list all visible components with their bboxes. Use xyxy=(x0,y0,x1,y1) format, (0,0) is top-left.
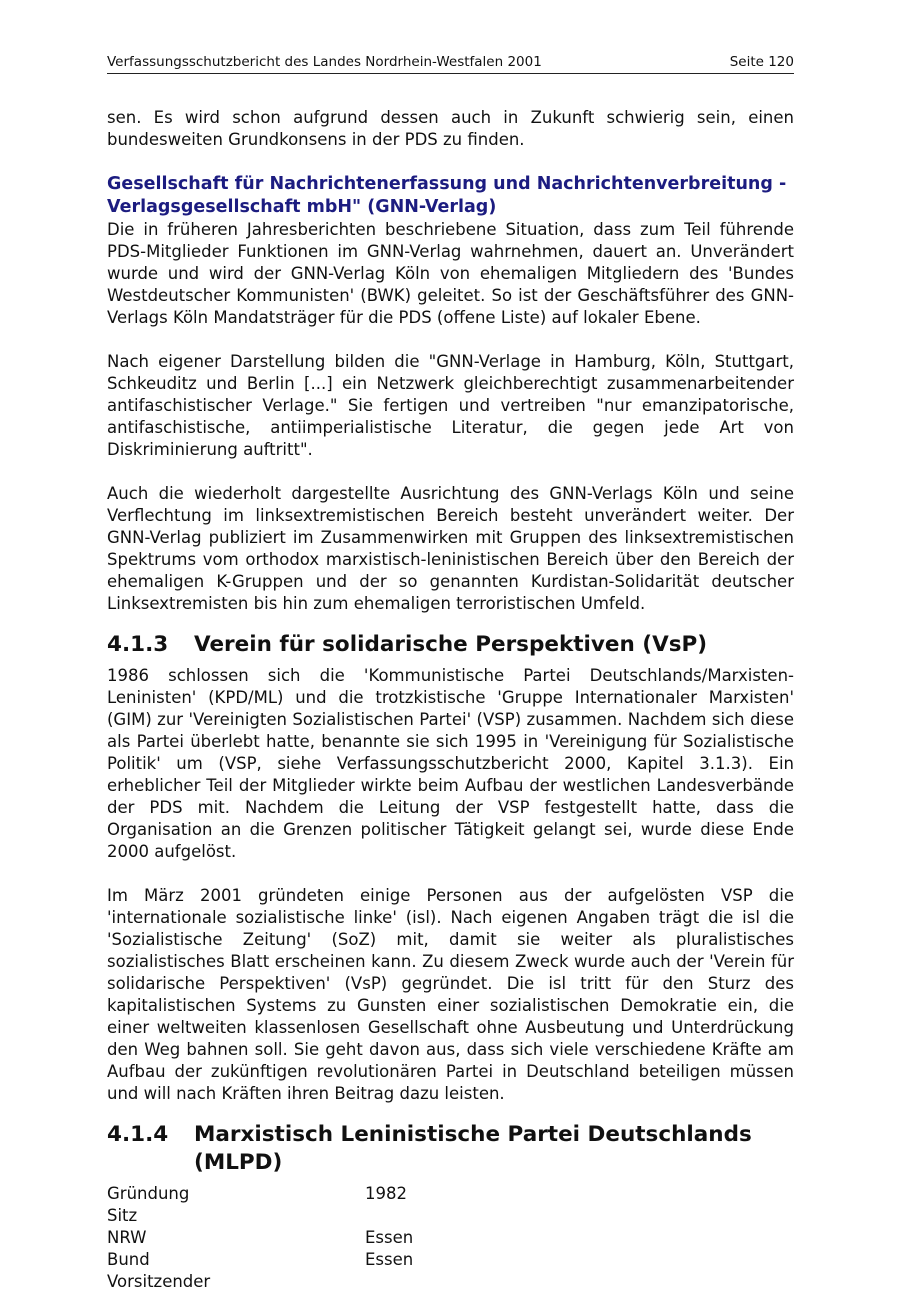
fact-label: Bund xyxy=(107,1250,150,1269)
fact-label: NRW xyxy=(107,1228,147,1247)
page-header xyxy=(107,52,794,74)
fact-value: Essen xyxy=(365,1250,414,1269)
page-body xyxy=(107,107,794,1293)
fact-value xyxy=(365,1271,794,1293)
vsp-heading-text: Verein für solidarische Perspektiven (VsP) xyxy=(194,632,708,657)
vsp-paragraph-2: Im März 2001 gründeten einige Personen aus der aufgelösten VSP die 'internationale sozialistische linke' (isl). Nach eigenen Angaben trägt die isl die 'Sozialistische Zeitung' (SoZ) mit, damit sie weiter als pluralistisches sozialistisches Blatt erscheinen kann. Zu diesem Zweck wurde auch der 'Verein für solidarische Perspektiven' (VsP) gegründet. Die isl tritt für den Sturz des kapitalistischen Systems zu Gunsten einer sozialistischen Demokratie ein, die einer weltweiten klassenlosen Gesellschaft ohne Ausbeutung und Unterdrückung den Weg bahnen soll. Sie geht davon aus, dass sich viele verschiedene Kräfte am Aufbau der zukünftigen revolutionären Partei in Deutschland beteiligen müssen und will nach Kräften ihren Beitrag dazu leisten. xyxy=(107,886,794,1103)
vsp-section-number: 4.1.3 xyxy=(107,632,169,657)
fact-value xyxy=(365,1205,794,1227)
mlpd-heading-text: Marxistisch Leninistische Partei Deutschlands (MLPD) xyxy=(194,1122,752,1175)
vsp-paragraph-1: 1986 schlossen sich die 'Kommunistische Partei Deutschlands/Marxisten-Leninisten' (KPD/ML) und die trotzkistische 'Gruppe Internationaler Marxisten' (GIM) zur 'Vereinigten Sozialistischen Partei' (VSP) zusammen. Nachdem sich diese als Partei überlebt hatte, benannte sie sich 1995 in 'Vereinigung für Sozialistische Politik' um (VSP, siehe Verfassungsschutzbericht 2000, Kapitel 3.1.3). Ein erheblicher Teil der Mitglieder wirkte beim Aufbau der westlichen Landesverbände der PDS mit. Nachdem die Leitung der VSP festgestellt hatte, dass die Organisation an die Grenzen politischer Tätigkeit gelangt sei, wurde diese Ende 2000 aufgelöst. xyxy=(107,666,794,861)
fact-label: Gründung xyxy=(107,1184,190,1203)
header-title: Verfassungsschutzbericht des Landes Nordrhein-Westfalen 2001 xyxy=(107,54,542,70)
gnn-paragraph-2: Nach eigener Darstellung bilden die "GNN-Verlage in Hamburg, Köln, Stuttgart, Schkeuditz und Berlin [...] ein Netzwerk gleichberechtigt zusammenarbeitender antifaschistischer Verlage." Sie fertigen und vertreiben "nur emanzipatorische, antifaschistische, antiimperialistische Literatur, die gegen jede Art von Diskriminierung auftritt". xyxy=(107,352,794,459)
mlpd-heading xyxy=(107,1121,794,1177)
page-number: Seite 120 xyxy=(729,54,794,70)
fact-value: Essen xyxy=(365,1228,414,1247)
fact-label: Vorsitzender xyxy=(107,1272,211,1291)
gnn-paragraph-1: Die in früheren Jahresberichten beschriebene Situation, dass zum Teil führende PDS-Mitglieder Funktionen im GNN-Verlag wahrnehmen, dauert an. Unverändert wurde und wird der GNN-Verlag Köln von ehemaligen Mitgliedern des 'Bundes Westdeutscher Kommunisten' (BWK) geleitet. So ist der Geschäftsführer des GNN-Verlags Köln Mandatsträger für die PDS (offene Liste) auf lokaler Ebene. xyxy=(107,220,794,327)
fact-value: 1982 xyxy=(365,1184,407,1203)
intro-paragraph: sen. Es wird schon aufgrund dessen auch in Zukunft schwierig sein, einen bundesweiten Grundkonsens in der PDS zu finden. xyxy=(107,108,794,149)
gnn-heading: Gesellschaft für Nachrichtenerfassung und Nachrichtenverbreitung - Verlagsgesellschaft mbH" (GNN-Verlag) xyxy=(107,174,787,217)
gnn-paragraph-3: Auch die wiederholt dargestellte Ausrichtung des GNN-Verlags Köln und seine Verflechtung im linksextremistischen Bereich besteht unverändert weiter. Der GNN-Verlag publiziert im Zusammenwirken mit Gruppen des linksextremistischen Spektrums vom orthodox marxistisch-leninistischen Bereich über den Bereich der ehemaligen K-Gruppen und der so genannten Kurdistan-Solidarität deutscher Linksextremisten bis hin zum ehemaligen terroristischen Umfeld. xyxy=(107,484,794,613)
mlpd-section-number: 4.1.4 xyxy=(107,1122,169,1147)
vsp-heading xyxy=(107,631,794,659)
fact-label: Sitz xyxy=(107,1206,138,1225)
mlpd-facts-table xyxy=(107,1183,794,1293)
